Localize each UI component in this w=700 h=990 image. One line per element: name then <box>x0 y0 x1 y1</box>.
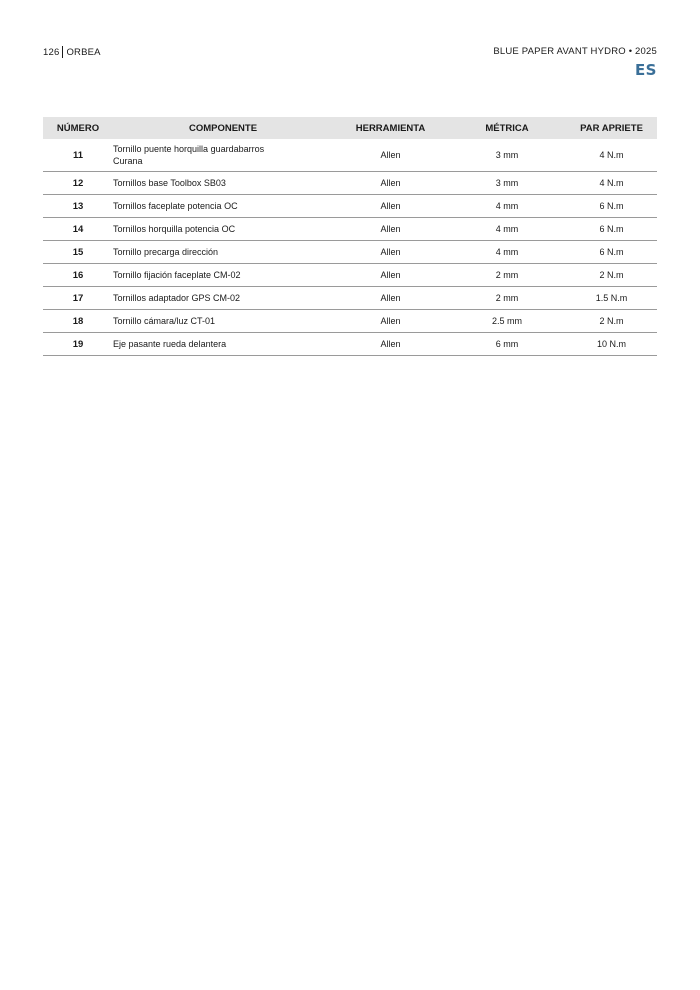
cell-numero: 12 <box>43 172 113 195</box>
column-header-herramienta: HERRAMIENTA <box>333 117 448 139</box>
language-label: ES <box>634 61 657 79</box>
cell-par-apriete: 1.5 N.m <box>566 287 657 310</box>
cell-herramienta: Allen <box>333 333 448 356</box>
cell-numero: 13 <box>43 195 113 218</box>
column-header-par-apriete: PAR APRIETE <box>566 117 657 139</box>
cell-herramienta: Allen <box>333 195 448 218</box>
cell-herramienta: Allen <box>333 264 448 287</box>
table-row <box>43 241 657 264</box>
cell-metrica: 4 mm <box>448 195 566 218</box>
cell-metrica: 3 mm <box>448 172 566 195</box>
cell-metrica: 2 mm <box>448 287 566 310</box>
table-row <box>43 287 657 310</box>
cell-componente: Tornillos faceplate potencia OC <box>113 195 333 218</box>
column-header-componente: COMPONENTE <box>113 117 333 139</box>
torque-table <box>43 117 657 356</box>
table-row <box>43 333 657 356</box>
page-header-left <box>43 46 101 58</box>
cell-par-apriete: 4 N.m <box>566 139 657 172</box>
cell-herramienta: Allen <box>333 172 448 195</box>
cell-par-apriete: 6 N.m <box>566 241 657 264</box>
table-row <box>43 139 657 172</box>
cell-componente: Tornillo cámara/luz CT-01 <box>113 310 333 333</box>
cell-par-apriete: 6 N.m <box>566 195 657 218</box>
cell-metrica: 2.5 mm <box>448 310 566 333</box>
column-header-numero: NÚMERO <box>43 117 113 139</box>
cell-par-apriete: 6 N.m <box>566 218 657 241</box>
cell-metrica: 4 mm <box>448 218 566 241</box>
table-row <box>43 310 657 333</box>
cell-metrica: 2 mm <box>448 264 566 287</box>
table-row <box>43 172 657 195</box>
cell-herramienta: Allen <box>333 241 448 264</box>
cell-numero: 11 <box>43 139 113 172</box>
brand-name: ORBEA <box>66 46 101 58</box>
cell-componente: Tornillos horquilla potencia OC <box>113 218 333 241</box>
cell-numero: 18 <box>43 310 113 333</box>
table-row <box>43 264 657 287</box>
cell-componente: Tornillos adaptador GPS CM-02 <box>113 287 333 310</box>
cell-herramienta: Allen <box>333 287 448 310</box>
table-row <box>43 218 657 241</box>
cell-componente: Tornillo precarga dirección <box>113 241 333 264</box>
cell-par-apriete: 4 N.m <box>566 172 657 195</box>
cell-herramienta: Allen <box>333 139 448 172</box>
cell-par-apriete: 10 N.m <box>566 333 657 356</box>
table-row <box>43 195 657 218</box>
cell-par-apriete: 2 N.m <box>566 264 657 287</box>
cell-numero: 17 <box>43 287 113 310</box>
cell-metrica: 4 mm <box>448 241 566 264</box>
cell-componente: Tornillos base Toolbox SB03 <box>113 172 333 195</box>
page-number: 126 <box>43 46 60 58</box>
table-header-row <box>43 117 657 139</box>
cell-numero: 14 <box>43 218 113 241</box>
cell-metrica: 3 mm <box>448 139 566 172</box>
column-header-metrica: MÉTRICA <box>448 117 566 139</box>
cell-numero: 15 <box>43 241 113 264</box>
header-separator <box>62 46 63 58</box>
cell-componente: Tornillo fijación faceplate CM-02 <box>113 264 333 287</box>
cell-componente: Tornillo puente horquilla guardabarros Curana <box>113 139 333 172</box>
cell-par-apriete: 2 N.m <box>566 310 657 333</box>
cell-numero: 19 <box>43 333 113 356</box>
cell-componente: Eje pasante rueda delantera <box>113 333 333 356</box>
document-title: BLUE PAPER AVANT HYDRO • 2025 <box>493 46 657 57</box>
cell-metrica: 6 mm <box>448 333 566 356</box>
cell-herramienta: Allen <box>333 218 448 241</box>
cell-herramienta: Allen <box>333 310 448 333</box>
cell-numero: 16 <box>43 264 113 287</box>
